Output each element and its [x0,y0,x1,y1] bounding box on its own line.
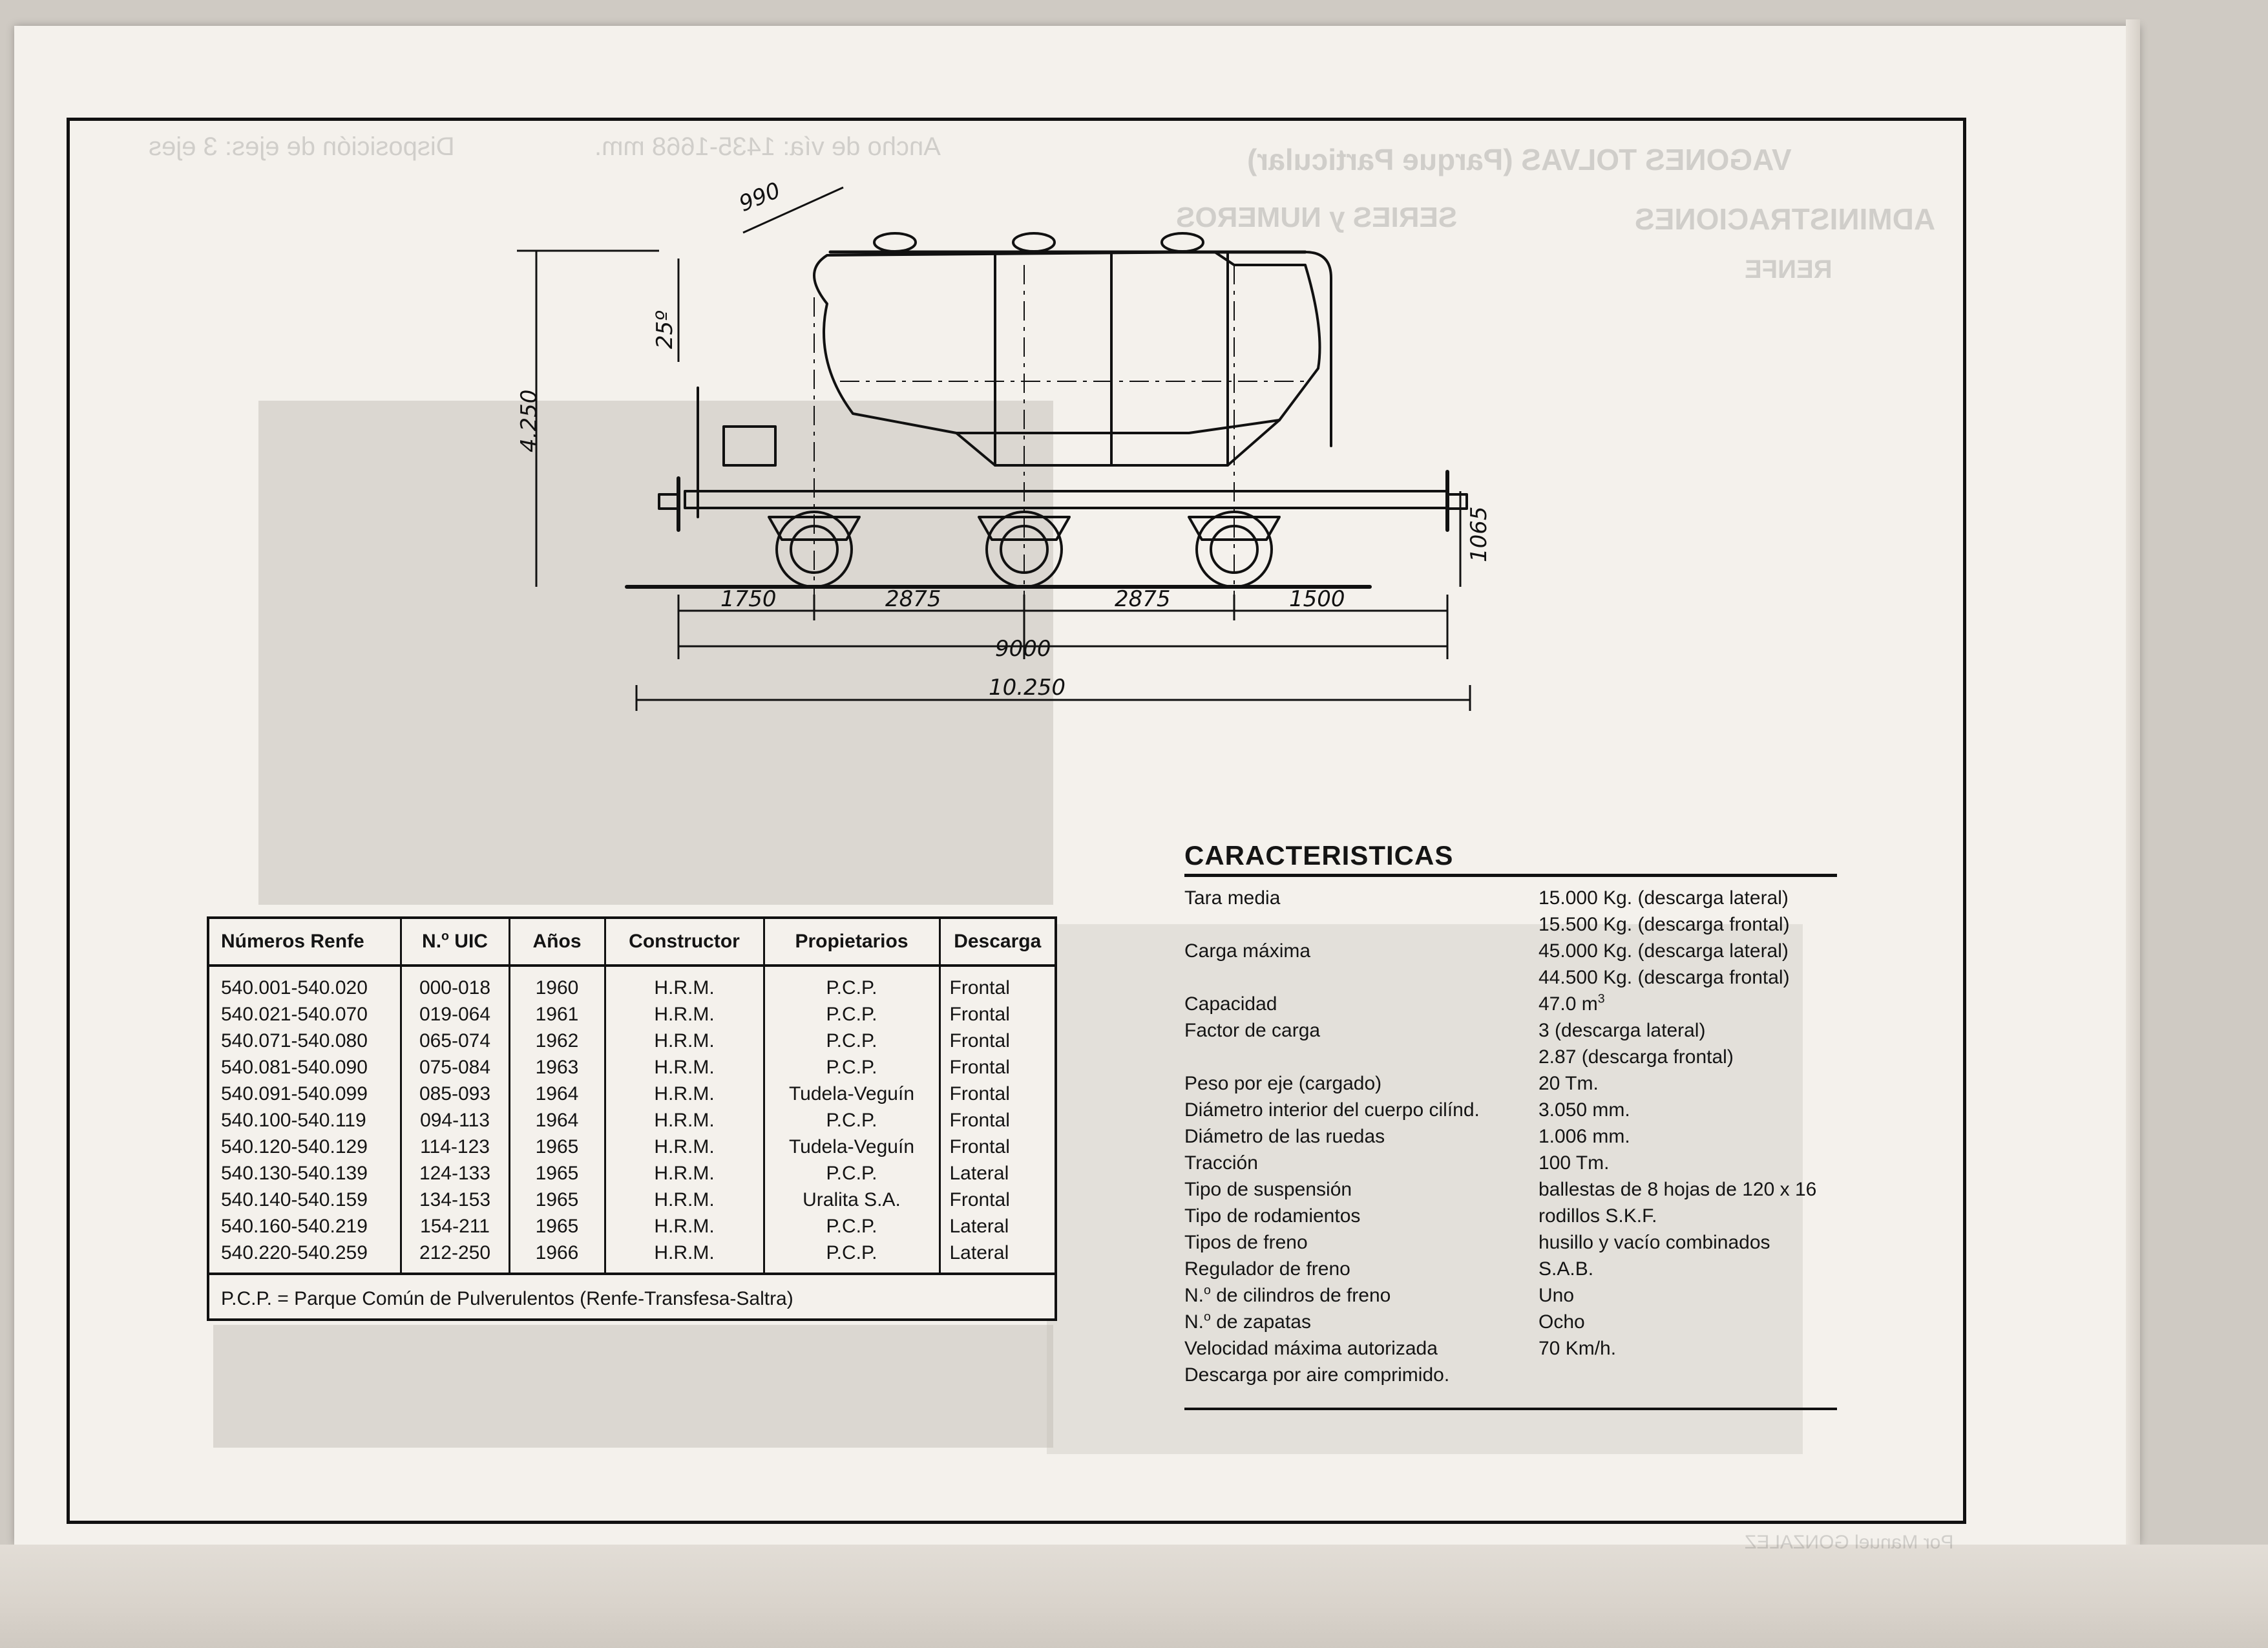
cell-propietario: P.C.P. [764,1054,940,1081]
caracteristica-value: 45.000 Kg. (descarga lateral) [1538,940,1789,962]
dim-1065: 1065 [1466,506,1492,562]
series-table-grid [209,919,1055,1273]
caracteristica-row [1184,1335,1837,1362]
cell-propietario: P.C.P. [764,1160,940,1187]
caracteristica-label: Tracción [1184,1152,1258,1174]
caracteristica-label: Carga máxima [1184,940,1311,962]
caracteristica-row [1184,1309,1837,1335]
caracteristica-row [1184,885,1837,911]
cell-constructor: H.R.M. [605,1081,764,1107]
table-row [209,1028,1055,1054]
caracteristica-row [1184,1017,1837,1044]
cell-uic: 212-250 [401,1240,509,1273]
cell-numeros: 540.021-540.070 [209,1001,401,1028]
cell-uic: 085-093 [401,1081,509,1107]
caracteristica-row [1184,911,1837,938]
cell-ano: 1965 [509,1160,605,1187]
hatch-2 [1013,233,1055,251]
caracteristica-label: N.$^o$ de zapatas [1184,1309,1311,1333]
showthrough-series: SERIES y NUMEROS [1176,202,1458,233]
caracteristica-row [1184,938,1837,964]
caracteristica-row [1184,964,1837,991]
showthrough-heading: VAGONES TOLVAS (Parque Particular) [1247,143,1792,176]
header-numeros: Números Renfe [209,919,401,966]
dim-4250: 4.250 [516,389,542,452]
caracteristicas-section [1184,840,1837,1388]
header-anos: Años [509,919,605,966]
cell-ano: 1962 [509,1028,605,1054]
caracteristica-value: 2.87 (descarga frontal) [1538,1046,1734,1068]
brake-box [724,427,775,465]
header-constructor: Constructor [605,919,764,966]
cell-uic: 134-153 [401,1187,509,1213]
cell-descarga: Frontal [949,1083,1010,1104]
showthrough-renfe: RENFE [1745,255,1832,284]
cell-numeros: 540.100-540.119 [209,1107,401,1134]
caracteristicas-bottom-rule [1184,1408,1837,1410]
showthrough-disposicion: Disposición de ejes: 3 ejes [149,132,455,161]
cell-uic: 019-064 [401,1001,509,1028]
cell-descarga: Frontal [949,1136,1010,1157]
cell-propietario: P.C.P. [764,1028,940,1054]
table-row [209,1240,1055,1273]
cell-uic: 114-123 [401,1134,509,1160]
dim-10250: 10.250 [989,675,1066,701]
cell-ano: 1961 [509,1001,605,1028]
cell-uic: 000-018 [401,966,509,1001]
header-propietarios: Propietarios [764,919,940,966]
cell-numeros: 540.160-540.219 [209,1213,401,1240]
cell-propietario: Uralita S.A. [764,1187,940,1213]
hatch-1 [874,233,916,251]
buffer-left [659,494,678,509]
caracteristica-label: Descarga por aire comprimido. [1184,1364,1450,1386]
showthrough-credit: Por Manuel GONZALEZ [1745,1532,1954,1553]
cell-numeros: 540.071-540.080 [209,1028,401,1054]
cell-numeros: 540.140-540.159 [209,1187,401,1213]
cell-numeros: 540.001-540.020 [209,966,401,1001]
caracteristica-value: husillo y vacío combinados [1538,1232,1770,1253]
series-table [207,916,1057,1321]
caracteristica-label: Peso por eje (cargado) [1184,1073,1382,1094]
caracteristica-value: 100 Tm. [1538,1152,1610,1174]
cell-constructor: H.R.M. [605,1187,764,1213]
cell-propietario: P.C.P. [764,966,940,1001]
caracteristica-label: Regulador de freno [1184,1258,1350,1280]
caracteristica-value: 70 Km/h. [1538,1338,1617,1359]
dim-2875-a: 2875 [885,586,941,612]
showthrough-ancho: Ancho de vía: 1435-1668 mm. [594,132,941,161]
cell-constructor: H.R.M. [605,1001,764,1028]
caracteristica-label: Tara media [1184,887,1281,909]
caracteristica-label: Diámetro de las ruedas [1184,1126,1385,1147]
caracteristica-row [1184,991,1837,1017]
table-row [209,1081,1055,1107]
cell-numeros: 540.081-540.090 [209,1054,401,1081]
caracteristica-row [1184,1044,1837,1070]
caracteristica-label: Diámetro interior del cuerpo cilínd. [1184,1099,1480,1121]
caracteristica-label: Tipo de rodamientos [1184,1205,1361,1227]
caracteristica-row [1184,1362,1837,1388]
caracteristica-value: 47.0 $m^3$ [1538,991,1605,1015]
scan-background-strip [0,1545,2268,1648]
table-row [209,1213,1055,1240]
cell-propietario: P.C.P. [764,1240,940,1273]
dim-25: 25º [652,310,678,349]
cell-uic: 065-074 [401,1028,509,1054]
caracteristica-value: 1.006 mm. [1538,1126,1630,1147]
wagon-drawing-svg [465,168,1499,730]
caracteristica-row [1184,1203,1837,1229]
caracteristica-value: 15.000 Kg. (descarga lateral) [1538,887,1789,909]
cell-numeros: 540.091-540.099 [209,1081,401,1107]
cell-constructor: H.R.M. [605,1213,764,1240]
table-row [209,1134,1055,1160]
hopper-lower-edge [956,420,1279,433]
caracteristica-label: Capacidad [1184,993,1277,1015]
cell-descarga: Frontal [949,977,1010,998]
underframe [685,491,1447,508]
caracteristica-row [1184,1123,1837,1150]
cell-uic: 154-211 [401,1213,509,1240]
table-header-row [209,919,1055,966]
caracteristica-value: 3 (descarga lateral) [1538,1020,1706,1041]
caracteristica-label: Velocidad máxima autorizada [1184,1338,1438,1359]
cell-propietario: P.C.P. [764,1107,940,1134]
cell-numeros: 540.220-540.259 [209,1240,401,1273]
caracteristica-label: Factor de carga [1184,1020,1321,1041]
cell-propietario: P.C.P. [764,1001,940,1028]
caracteristicas-title: CARACTERISTICAS [1184,840,1837,877]
caracteristica-value: S.A.B. [1538,1258,1594,1280]
showthrough-admin: ADMINISTRACIONES [1635,202,1936,236]
table-footnote: P.C.P. = Parque Común de Pulverulentos (Renfe-Transfesa-Saltra) [209,1273,1055,1323]
cell-ano: 1966 [509,1240,605,1273]
dim-1500: 1500 [1289,586,1345,612]
cell-descarga: Frontal [949,1030,1010,1051]
caracteristica-value: rodillos S.K.F. [1538,1205,1657,1227]
cell-numeros: 540.130-540.139 [209,1160,401,1187]
cell-uic: 075-084 [401,1054,509,1081]
cell-ano: 1965 [509,1187,605,1213]
caracteristica-row [1184,1150,1837,1176]
page-edge [2126,19,2140,1570]
table-row [209,1107,1055,1134]
dim-1750: 1750 [720,586,777,612]
cell-descarga: Frontal [949,1004,1010,1025]
wagon-drawing [465,168,1499,730]
hatch-3 [1162,233,1203,251]
cell-ano: 1960 [509,966,605,1001]
caracteristica-row [1184,1176,1837,1203]
caracteristica-label: Tipo de suspensión [1184,1179,1352,1200]
table-body [209,966,1055,1273]
cell-descarga: Lateral [949,1242,1009,1263]
caracteristica-value: 20 Tm. [1538,1073,1599,1094]
cell-descarga: Frontal [949,1189,1010,1210]
cell-descarga: Lateral [949,1163,1009,1184]
cell-numeros: 540.120-540.129 [209,1134,401,1160]
caracteristica-label: N.$^o$ de cilindros de freno [1184,1283,1391,1306]
table-row [209,1160,1055,1187]
cell-constructor: H.R.M. [605,966,764,1001]
header-descarga: Descarga [940,919,1055,966]
caracteristica-row [1184,1097,1837,1123]
dim-990: 990 [735,177,784,217]
caracteristica-row [1184,1282,1837,1309]
caracteristica-value: Ocho [1538,1311,1585,1333]
cell-ano: 1964 [509,1081,605,1107]
cell-constructor: H.R.M. [605,1054,764,1081]
header-uic: N.$^o$ UIC [401,919,509,966]
table-row [209,1054,1055,1081]
table-row [209,1001,1055,1028]
cell-propietario: Tudela-Veguín [764,1134,940,1160]
caracteristica-value: 44.500 Kg. (descarga frontal) [1538,967,1790,988]
buffer-right [1447,494,1467,509]
caracteristica-label: Tipos de freno [1184,1232,1308,1253]
caracteristica-value: 15.500 Kg. (descarga frontal) [1538,914,1790,935]
cell-constructor: H.R.M. [605,1107,764,1134]
cell-constructor: H.R.M. [605,1240,764,1273]
cell-ano: 1963 [509,1054,605,1081]
caracteristicas-list [1184,885,1837,1388]
cell-constructor: H.R.M. [605,1160,764,1187]
cell-ano: 1965 [509,1134,605,1160]
dim-9000: 9000 [995,636,1051,662]
caracteristica-value: 3.050 mm. [1538,1099,1630,1121]
cell-propietario: P.C.P. [764,1213,940,1240]
table-row [209,966,1055,1001]
caracteristica-value: ballestas de 8 hojas de 120 x 16 [1538,1179,1817,1200]
cell-uic: 124-133 [401,1160,509,1187]
caracteristica-row [1184,1256,1837,1282]
caracteristica-value: Uno [1538,1285,1575,1306]
cell-descarga: Frontal [949,1057,1010,1078]
cell-uic: 094-113 [401,1107,509,1134]
cell-ano: 1965 [509,1213,605,1240]
table-row [209,1187,1055,1213]
cell-descarga: Lateral [949,1216,1009,1237]
caracteristica-row [1184,1070,1837,1097]
caracteristica-row [1184,1229,1837,1256]
cell-propietario: Tudela-Veguín [764,1081,940,1107]
cell-constructor: H.R.M. [605,1134,764,1160]
cell-ano: 1964 [509,1107,605,1134]
cell-descarga: Frontal [949,1110,1010,1131]
dim-2875-b: 2875 [1115,586,1171,612]
cell-constructor: H.R.M. [605,1028,764,1054]
